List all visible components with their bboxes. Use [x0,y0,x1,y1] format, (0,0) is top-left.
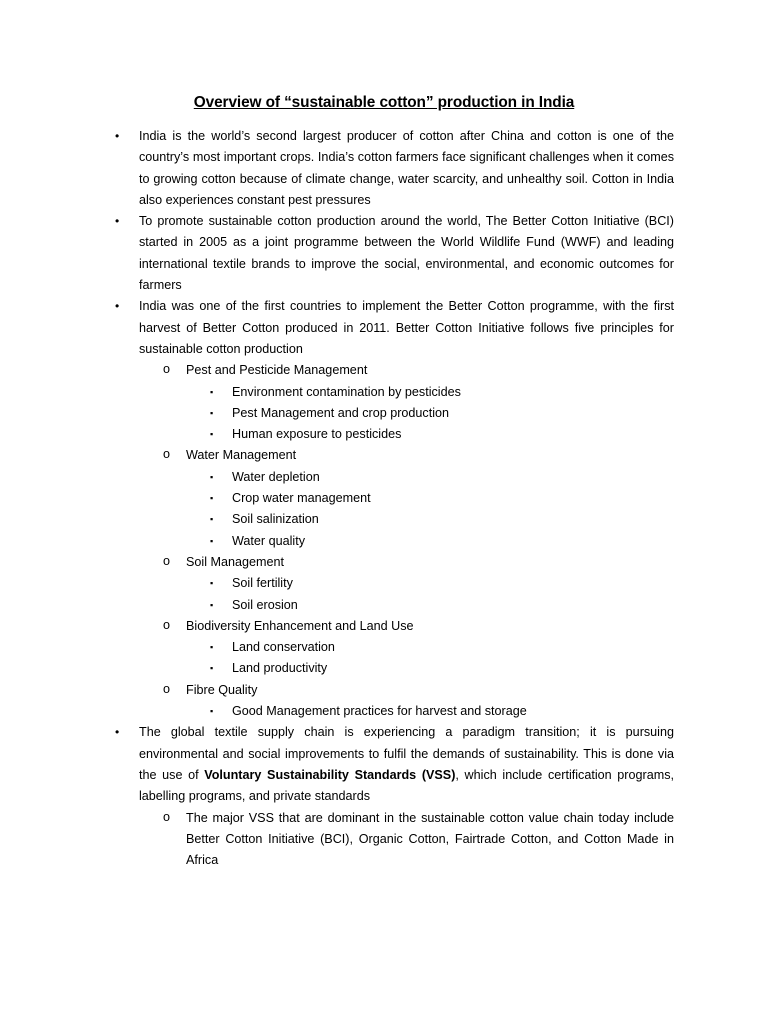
bullet-icon: • [115,214,120,229]
square-bullet-icon: ▪ [210,663,214,674]
sub-item [210,488,768,509]
sub-item-text: Crop water management [232,491,371,506]
sub-item [210,509,768,530]
bullet-item [115,296,674,360]
principle-label: Pest and Pesticide Management [186,363,368,378]
bullet-text: India is the world’s second largest producer of cotton after China and cotton is one of the country’s most important crops. India’s cotton farmers face significant challenges when it comes to growing cotton because of climate change, water scarcity, and unhealthy soil. Cotton in India also experiences constant pest pressures [139,129,674,207]
bullet-text-after: , which include certification programs, labelling programs, and private standards [139,767,674,804]
circle-bullet-icon: o [163,681,171,696]
square-bullet-icon: ▪ [210,386,214,397]
principle-item [163,616,674,637]
sub-item-text: Water depletion [232,469,320,484]
bullet-icon: • [115,129,120,143]
vss-bold-term: Voluntary Sustainability Standards (VSS) [204,767,456,782]
principle-item [163,445,674,466]
sub-item-text: Pest Management and crop production [232,405,450,420]
bullet-icon: • [115,725,120,740]
sub-item [210,573,768,594]
principle-item [163,360,674,381]
page-title: Overview of “sustainable cotton” production in India [193,94,575,111]
square-bullet-icon: ▪ [210,471,214,482]
bullet-item [115,126,674,211]
bullet-item [115,211,674,296]
bullet-text-before: The global textile supply chain is experiencing a paradigm transition; it is pursuing environmental and social improvements to fulfil the demands of sustainability. This is done via the use of [139,725,674,782]
bullet-icon: • [115,299,120,314]
square-bullet-icon: ▪ [210,642,214,653]
sub-item [210,531,768,552]
circle-bullet-icon: o [163,447,171,462]
principle-item [163,680,674,701]
sub-item-text: Soil salinization [232,512,319,527]
sub-item-text: Soil erosion [232,597,298,612]
principle-label: Fibre Quality [186,682,258,697]
sub-item [210,658,768,679]
circle-bullet-icon: o [163,809,171,824]
sub-item [210,403,768,424]
square-bullet-icon: ▪ [210,429,214,440]
sub-item [210,637,768,658]
sub-item [210,595,768,616]
vss-sub-text: The major VSS that are dominant in the sustainable cotton value chain today include Better Cotton Initiative (BCI), Organic Cotton, Fairtrade Cotton, and Cotton Made in Africa [186,810,674,868]
circle-bullet-icon: o [163,553,171,568]
bullet-text: India was one of the first countries to implement the Better Cotton programme, with the first harvest of Better Cotton produced in 2011. Better Cotton Initiative follows five principles for sustainable cotton production [139,299,674,356]
sub-item [210,701,768,722]
sub-item-text: Land conservation [232,640,335,655]
sub-item [210,467,768,488]
sub-item-text: Soil fertility [232,576,293,591]
bullet-item [115,722,674,807]
square-bullet-icon: ▪ [210,535,214,546]
document-body [0,126,768,871]
circle-bullet-icon: o [163,617,171,632]
square-bullet-icon: ▪ [210,407,214,418]
sub-item-text: Human exposure to pesticides [232,427,402,442]
square-bullet-icon: ▪ [210,578,214,589]
principle-item [163,808,674,872]
sub-item-text: Land productivity [232,661,328,676]
square-bullet-icon: ▪ [210,706,214,717]
principle-label: Soil Management [186,554,285,569]
square-bullet-icon: ▪ [210,599,214,610]
square-bullet-icon: ▪ [210,493,214,504]
principle-label: Water Management [186,448,297,463]
principle-item [163,552,674,573]
circle-bullet-icon: o [163,362,171,377]
sub-item [210,382,768,403]
sub-item-text: Good Management practices for harvest and storage [232,704,527,719]
square-bullet-icon: ▪ [210,514,214,525]
bullet-text: To promote sustainable cotton production around the world, The Better Cotton Initiative (BCI) started in 2005 as a joint programme between the World Wildlife Fund (WWF) and leading international textile brands to improve the social, environmental, and economic outcomes for farmers [139,214,674,293]
sub-item-text: Water quality [232,533,306,548]
principle-label: Biodiversity Enhancement and Land Use [186,618,414,633]
sub-item [210,424,768,445]
sub-item-text: Environment contamination by pesticides [232,384,461,399]
